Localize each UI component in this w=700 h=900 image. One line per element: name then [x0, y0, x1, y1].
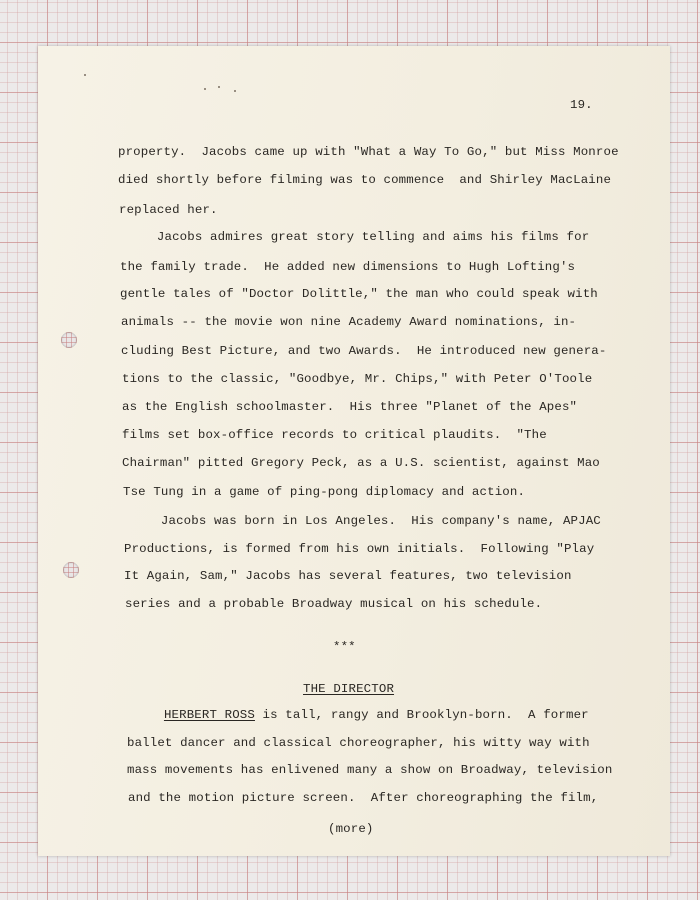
- text-line: died shortly before filming was to commence and Shirley MacLaine: [118, 173, 612, 187]
- text-line: films set box-office records to critical plaudits. "The: [122, 428, 547, 442]
- text-line: replaced her.: [119, 203, 218, 217]
- text-line: Jacobs was born in Los Angeles. His company's name, APJAC: [123, 514, 601, 528]
- text-line: property. Jacobs came up with "What a Way To Go," but Miss Monroe: [118, 145, 619, 159]
- text-line: Chairman" pitted Gregory Peck, as a U.S. scientist, against Mao: [122, 456, 600, 470]
- text-line: series and a probable Broadway musical on his schedule.: [125, 597, 543, 611]
- text-run: is tall, rangy and Brooklyn-born. A former: [254, 708, 589, 722]
- text-line: and the motion picture screen. After choreographing the film,: [128, 791, 599, 805]
- typewritten-page: [38, 46, 670, 856]
- text-line: Jacobs admires great story telling and aims his films for: [119, 230, 590, 244]
- paper-speck: [204, 88, 206, 90]
- paper-speck: [218, 86, 220, 88]
- paper-speck: [234, 90, 236, 92]
- continuation-marker: (more): [328, 822, 374, 836]
- text-line: [126, 708, 589, 722]
- text-line: mass movements has enlivened many a show on Broadway, television: [127, 763, 613, 777]
- punch-hole: [61, 332, 77, 348]
- text-line: animals -- the movie won nine Academy Award nominations, in-: [121, 315, 577, 329]
- section-separator: ***: [333, 640, 356, 654]
- punch-hole: [63, 562, 79, 578]
- text-line: Tse Tung in a game of ping-pong diplomacy and action.: [123, 485, 526, 499]
- text-line: It Again, Sam," Jacobs has several features, two television: [124, 569, 572, 583]
- text-line: the family trade. He added new dimensions to Hugh Lofting's: [120, 260, 576, 274]
- text-line: as the English schoolmaster. His three "Planet of the Apes": [122, 400, 578, 414]
- text-line: Productions, is formed from his own initials. Following "Play: [124, 542, 595, 556]
- text-line: gentle tales of "Doctor Dolittle," the man who could speak with: [120, 287, 598, 301]
- text-line: tions to the classic, "Goodbye, Mr. Chips," with Peter O'Toole: [122, 372, 593, 386]
- text-line: ballet dancer and classical choreographer, his witty way with: [127, 736, 590, 750]
- text-line: cluding Best Picture, and two Awards. He introduced new genera-: [121, 344, 607, 358]
- section-heading: THE DIRECTOR: [303, 682, 395, 696]
- person-name: HERBERT ROSS: [163, 708, 255, 722]
- paper-speck: [84, 74, 86, 76]
- page-number: 19.: [570, 98, 593, 112]
